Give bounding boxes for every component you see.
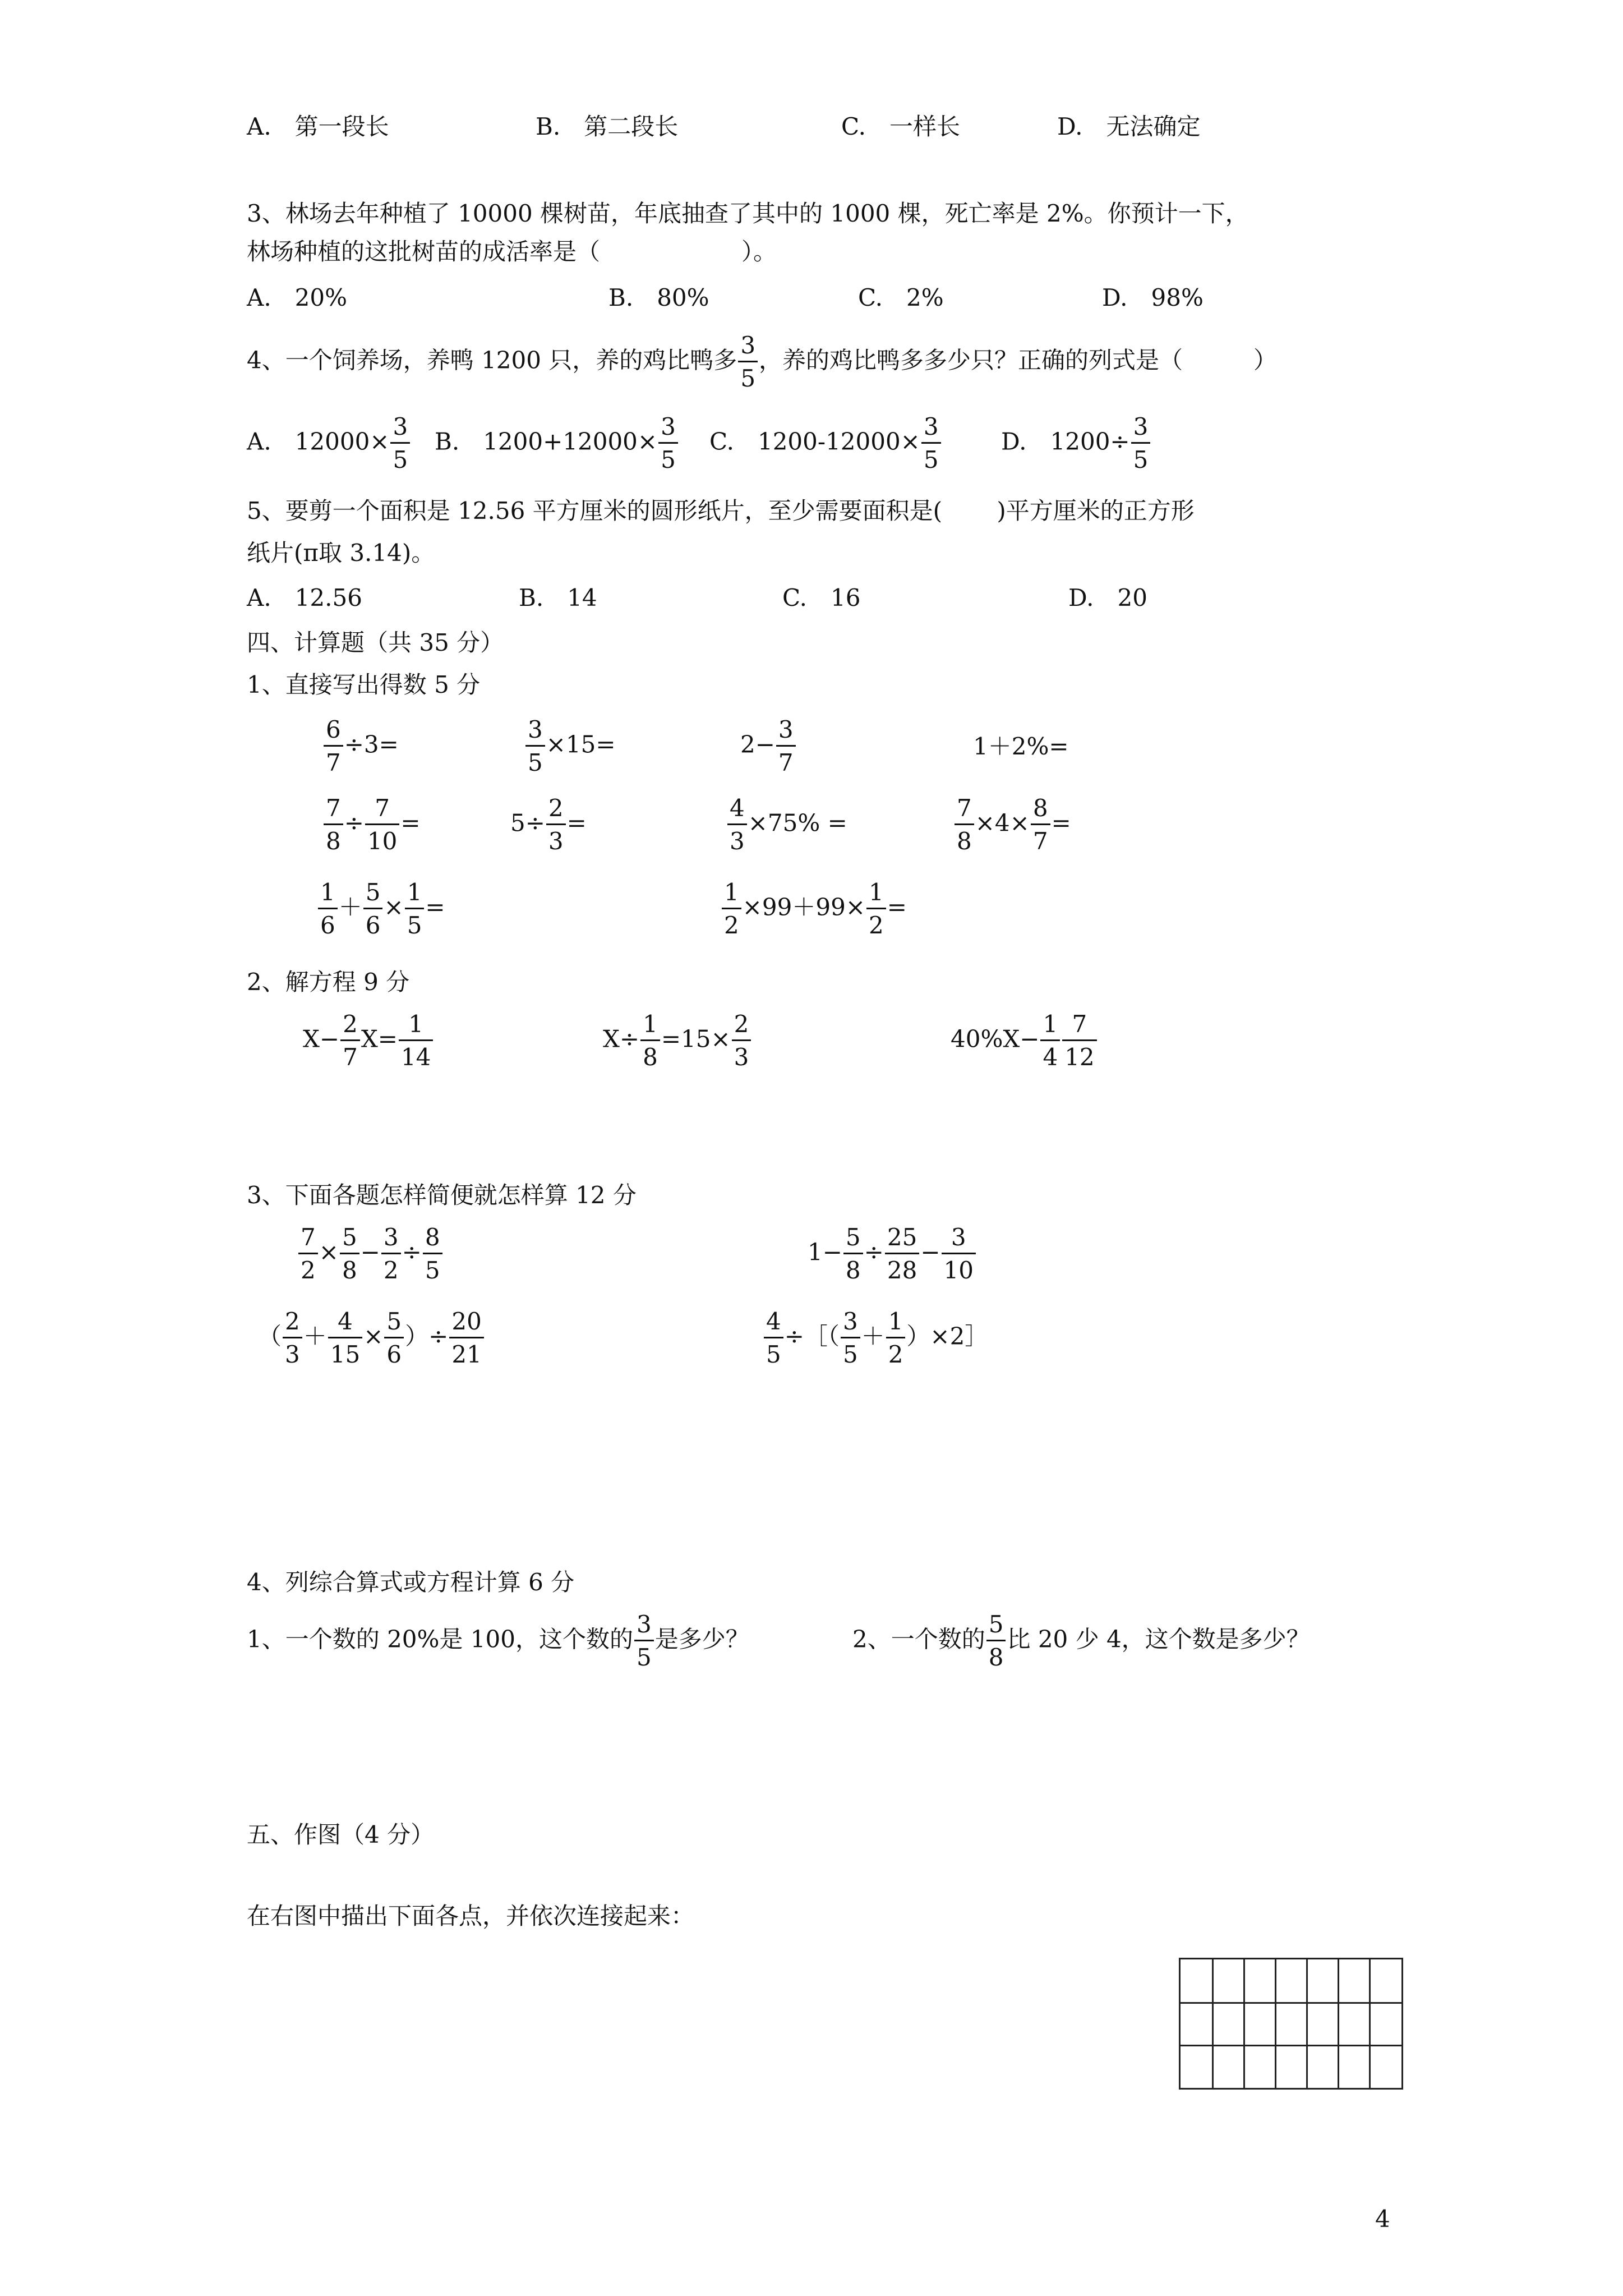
fraction: $\frac{3}{5}$ — [634, 1613, 654, 1669]
section-5-heading: 五、作图（4 分） — [247, 1821, 435, 1848]
expr-1-7: $\frac{4}{3}$ ×75% = — [726, 797, 847, 853]
q3-option-c: C. 2% — [858, 284, 944, 311]
q3-line2: 林场种植的这批树苗的成活率是（ ）。 — [247, 238, 777, 265]
q4-option-c: C. 1200-12000× $\frac{3}{5}$ — [709, 415, 942, 472]
expr-1-6: 5÷ $\frac{2}{3}$ = — [510, 794, 587, 855]
q5-line1: 5、要剪一个面积是 12.56 平方厘米的圆形纸片，至少需要面积是( )平方厘米的正方形 — [247, 497, 1195, 524]
expr-1-4: 1＋2%= — [973, 733, 1069, 760]
expr-1-9: $\frac{1}{6}$ ＋ $\frac{5}{6}$ × $\frac{1}{5}$ = — [317, 881, 445, 937]
simplify-3: （ $\frac{2}{3}$ ＋ $\frac{4}{15}$ × $\frac{5}{6}$ ）÷ $\frac{20}{21}$ — [258, 1310, 485, 1366]
q5-option-b: B. 14 — [519, 584, 597, 611]
q2-option-c: C. 一样长 — [841, 113, 960, 140]
drawing-grid[interactable] — [1179, 1958, 1403, 2090]
fraction: $\frac{3}{5}$ — [1131, 415, 1151, 472]
q4-option-a: A. 12000× $\frac{3}{5}$ — [247, 415, 411, 472]
q2-option-d: D. 无法确定 — [1057, 113, 1201, 140]
grid-line — [1212, 1959, 1214, 2088]
q3-line1: 3、林场去年种植了 10000 棵树苗，年底抽查了其中的 1000 棵，死亡率是 2%。你预计一下， — [247, 200, 1249, 227]
simplify-4: $\frac{4}{5}$ ÷［（ $\frac{3}{5}$ ＋ $\frac{1}{2}$ ）×2］ — [763, 1310, 988, 1366]
grid-line — [1306, 1959, 1308, 2088]
fraction: $\frac{3}{5}$ — [921, 415, 941, 472]
q5-option-c: C. 16 — [782, 584, 861, 611]
q4-stem — [247, 334, 1277, 390]
q3-option-d: D. 98% — [1102, 284, 1204, 311]
fraction: $\frac{5}{8}$ — [986, 1613, 1006, 1669]
grid-line — [1369, 1959, 1371, 2088]
grid-line — [1243, 1959, 1245, 2088]
part-3-title: 3、下面各题怎样简便就怎样算 12 分 — [247, 1181, 637, 1209]
q5-option-d: D. 20 — [1068, 584, 1147, 611]
section-4-heading: 四、计算题（共 35 分） — [247, 629, 504, 656]
fraction: $\frac{3}{5}$ — [738, 334, 758, 390]
grid-line — [1338, 1959, 1339, 2088]
q2-option-a: A. 第一段长 — [247, 113, 389, 140]
draw-instruction: 在右图中描出下面各点，并依次连接起来： — [247, 1902, 695, 1930]
q4-stem-after: ，养的鸡比鸭多多少只？正确的列式是（ ） — [759, 346, 1278, 374]
word-problem-2: 2、一个数的 $\frac{5}{8}$ 比 20 少 4，这个数是多少？ — [852, 1611, 1310, 1671]
page-number: 4 — [1375, 2205, 1390, 2233]
q3-option-b: B. 80% — [608, 284, 709, 311]
q5-line2: 纸片(π取 3.14)。 — [247, 539, 435, 567]
expr-1-8: $\frac{7}{8}$ ×4× $\frac{8}{7}$ = — [953, 797, 1071, 853]
expr-1-5: $\frac{7}{8}$ ÷ $\frac{7}{10}$ = — [322, 797, 421, 853]
word-problem-1: 1、一个数的 20%是 100，这个数的 $\frac{3}{5}$ 是多少？ — [247, 1611, 749, 1671]
equation-1: X− $\frac{2}{7}$ X= $\frac{1}{14}$ — [303, 1013, 434, 1069]
part-2-title: 2、解方程 9 分 — [247, 968, 410, 996]
grid-line — [1275, 1959, 1276, 2088]
expr-1-1: $\frac{6}{7}$ ÷3= — [322, 718, 399, 775]
simplify-2: 1− $\frac{5}{8}$ ÷ $\frac{25}{28}$ − $\frac{3}{10}$ — [808, 1226, 977, 1282]
expr-1-2: $\frac{3}{5}$ ×15= — [524, 718, 616, 775]
q3-option-a: A. 20% — [247, 284, 348, 311]
q4-option-d: D. 1200÷ $\frac{3}{5}$ — [1001, 415, 1151, 472]
fraction: $\frac{3}{5}$ — [390, 415, 410, 472]
grid-line — [1181, 2002, 1401, 2004]
equation-3: 40%X− $\frac{1}{4}$ $\frac{7}{12}$ — [951, 1013, 1098, 1069]
grid-line — [1181, 2045, 1401, 2046]
expr-1-10: $\frac{1}{2}$ ×99＋99× $\frac{1}{2}$ = — [721, 881, 907, 937]
q4-stem-before: 4、一个饲养场，养鸭 1200 只，养的鸡比鸭多 — [247, 346, 737, 374]
q2-option-b: B. 第二段长 — [536, 113, 679, 140]
part-1-title: 1、直接写出得数 5 分 — [247, 671, 481, 698]
q5-option-a: A. 12.56 — [247, 584, 362, 611]
fraction: $\frac{3}{5}$ — [658, 415, 678, 472]
simplify-1: $\frac{7}{2}$ × $\frac{5}{8}$ − $\frac{3}{2}$ ÷ $\frac{8}{5}$ — [297, 1226, 444, 1282]
part-4-title: 4、列综合算式或方程计算 6 分 — [247, 1568, 575, 1596]
equation-2: X÷ $\frac{1}{8}$ =15× $\frac{2}{3}$ — [603, 1013, 752, 1069]
q4-option-b: B. 1200+12000× $\frac{3}{5}$ — [435, 415, 679, 472]
expr-1-3: 2− $\frac{3}{7}$ — [740, 718, 797, 775]
